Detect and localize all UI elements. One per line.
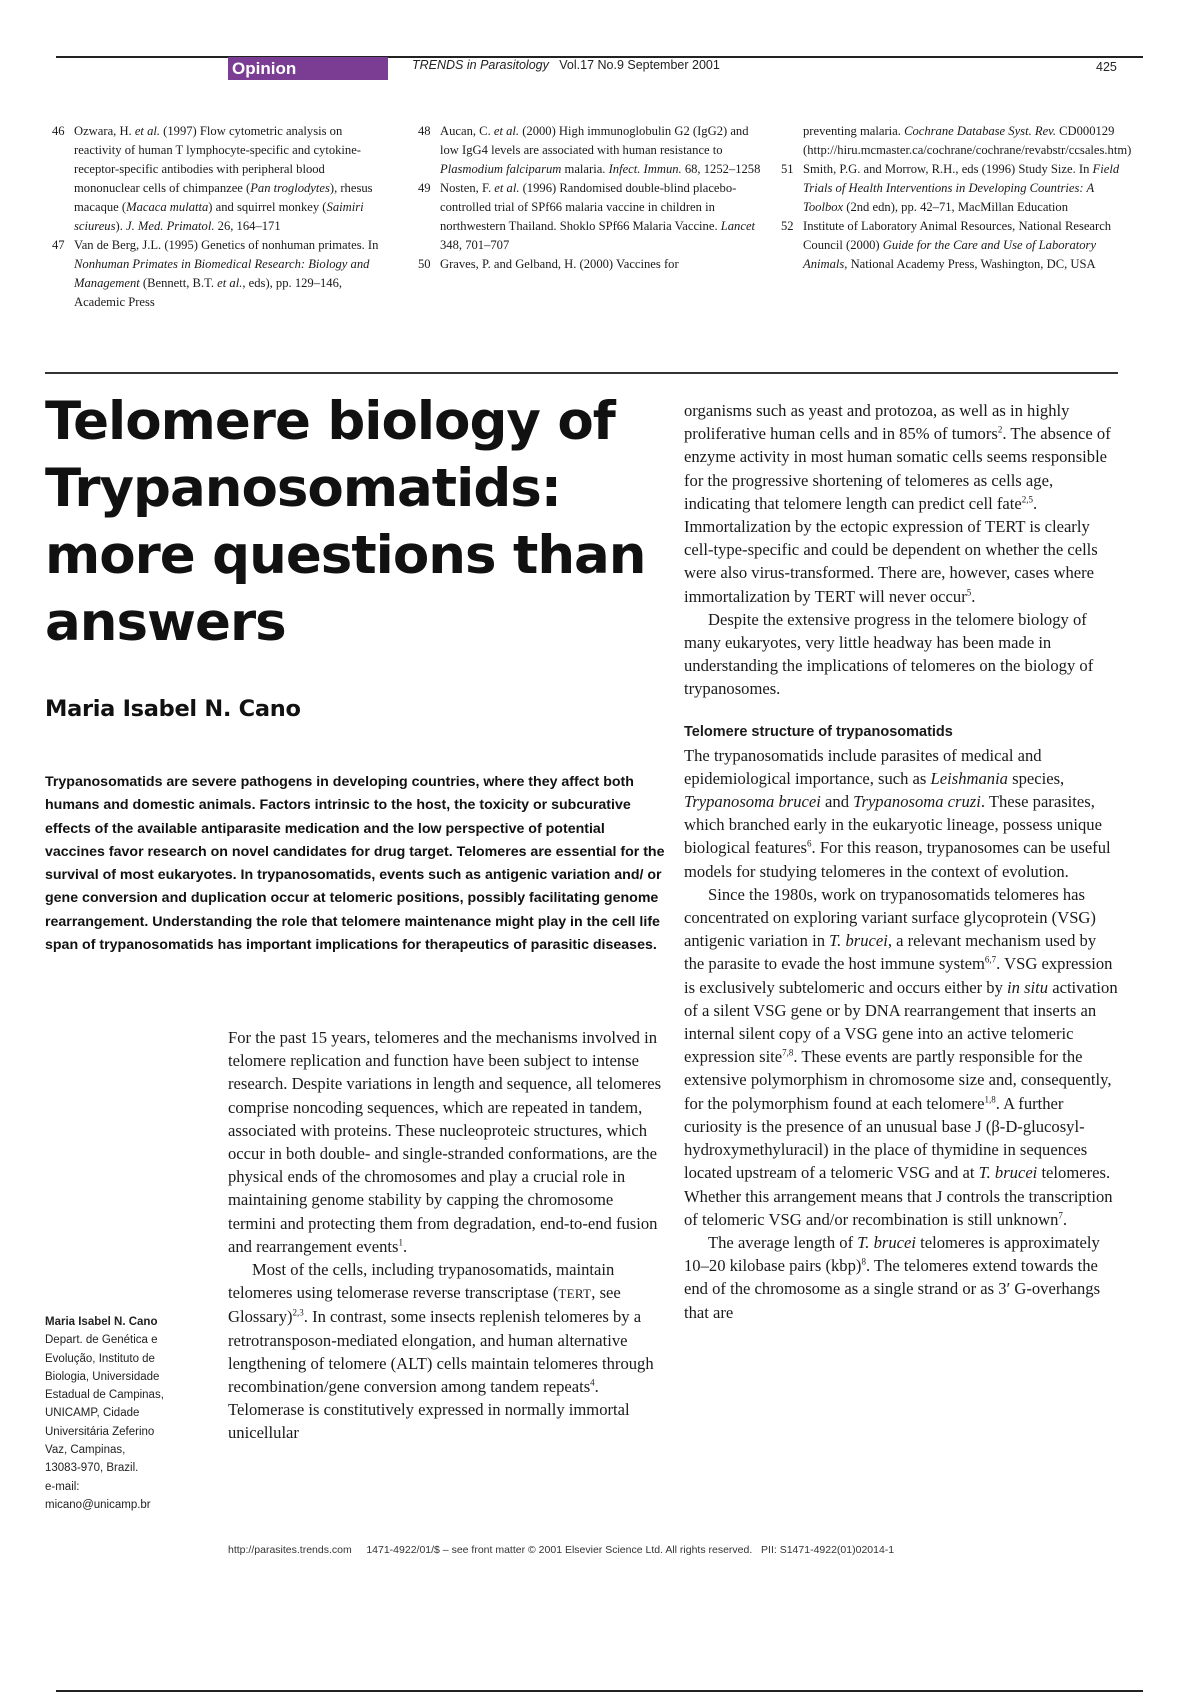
reference-entry xyxy=(52,122,392,236)
text-run: Smith, P.G. and Morrow, R.H., eds (1996) Study Size. In xyxy=(803,162,1093,176)
body-paragraph xyxy=(684,399,1118,608)
citation-ref: 4 xyxy=(590,1377,595,1388)
text-run: Lancet xyxy=(720,219,756,233)
journal-volume: Vol.17 No.9 September 2001 xyxy=(559,58,720,72)
section-divider xyxy=(45,372,1118,374)
text-run: , see Glossary) xyxy=(228,1283,621,1327)
text-run: malaria. xyxy=(561,162,609,176)
text-run: et al. xyxy=(494,181,520,195)
right-section-body xyxy=(684,744,1118,1324)
text-run: . For this reason, trypanosomes can be useful models for studying telomeres in the context of evolution. xyxy=(684,838,1111,881)
citation-ref: 8 xyxy=(861,1256,866,1267)
text-run: Nosten, F. xyxy=(440,181,495,195)
affiliation-line: Estadual de Campinas, xyxy=(45,1389,164,1402)
text-run: . VSG expression is exclusively subtelomeric and occurs either by xyxy=(684,954,1113,997)
reference-entry xyxy=(418,255,763,274)
body-paragraph xyxy=(228,1026,662,1258)
text-run: . Immortalization by the ectopic expression of TERT is clearly cell-type-specific and could be dependent on whether the cells were also virus-transformed. There are, however, cases where immortalization by TERT will never occur xyxy=(684,493,1098,606)
affiliation-line: UNICAMP, Cidade xyxy=(45,1407,140,1420)
text-run: . In contrast, some insects replenish telomeres by a retrotransposon-mediated elongation, and human alternative lengthening of telomere (ALT) cells maintain telomeres through recombination/gene conversion among tandem repeats xyxy=(228,1307,654,1397)
citation-ref: 2,5 xyxy=(1021,494,1033,505)
text-run: Most of the cells, including trypanosomatids, maintain telomeres using telomerase reverse transcriptase ( xyxy=(228,1260,615,1303)
section-heading: Telomere structure of trypanosomatids xyxy=(684,723,953,740)
citation-ref: 6 xyxy=(807,838,812,849)
text-run: Van de Berg, J.L. (1995) Genetics of nonhuman primates. In xyxy=(74,238,379,252)
references-col-1 xyxy=(52,122,392,312)
bottom-rule xyxy=(56,1690,1143,1692)
affiliation-line: micano@unicamp.br xyxy=(45,1498,151,1511)
reference-entry xyxy=(52,236,392,312)
author-affiliation xyxy=(45,1313,195,1514)
text-run: . xyxy=(1062,1209,1068,1229)
text-run: Graves, P. and Gelband, H. (2000) Vaccines for xyxy=(440,257,679,271)
article-author: Maria Isabel N. Cano xyxy=(45,696,301,722)
page-footer xyxy=(228,1544,894,1556)
text-run: (2nd edn), pp. 42–71, MacMillan Education xyxy=(843,200,1069,214)
affiliation-lines xyxy=(45,1331,195,1514)
reference-entry xyxy=(418,179,763,255)
body-paragraph xyxy=(684,744,1118,883)
text-run: . xyxy=(402,1236,408,1256)
body-paragraph xyxy=(684,883,1118,1231)
text-run: T. brucei xyxy=(978,1163,1038,1183)
text-run: and xyxy=(820,792,854,812)
body-left-column xyxy=(228,1026,662,1445)
text-run: et al. xyxy=(134,124,161,138)
reference-number: 48 xyxy=(418,124,431,138)
text-run: Cochrane Database Syst. Rev. xyxy=(904,124,1056,138)
text-run: J. Med. Primatol. xyxy=(126,219,215,233)
text-run: , a relevant mechanism used by the parasite to evade the host immune system xyxy=(684,931,1097,974)
text-run: telomeres is approximately 10–20 kilobase pairs (kbp) xyxy=(684,1232,1100,1276)
text-run: T. brucei xyxy=(857,1232,916,1252)
text-run: Despite the extensive progress in the telomere biology of many eukaryotes, very little headway has been made in understanding the implications of telomeres on the biology of trypanosomes. xyxy=(684,609,1094,699)
reference-number: 50 xyxy=(418,257,431,271)
affiliation-line: Universitária Zeferino xyxy=(45,1425,155,1438)
text-run: in situ xyxy=(1007,977,1049,997)
footer-copyright: 1471-4922/01/$ – see front matter © 2001 Elsevier Science Ltd. All rights reserved. xyxy=(366,1544,753,1556)
affiliation-line: Evolução, Instituto de xyxy=(45,1352,155,1365)
text-run: Saimiri sciureus xyxy=(74,200,364,233)
text-run: . The absence of enzyme activity in most human somatic cells seems responsible for the progressive shortening of telomeres as cells age, indicating that telomere length can predict cell fate xyxy=(684,424,1111,513)
text-run: Pan troglodytes xyxy=(250,181,330,195)
section-tag: Opinion xyxy=(228,57,388,80)
references-col-2 xyxy=(418,122,763,274)
text-run: 68, 1252–1258 xyxy=(681,162,761,176)
article-title: Telomere biology of Trypanosomatids: more questions than answers xyxy=(45,391,646,653)
text-run: ) and squirrel monkey ( xyxy=(208,200,327,214)
text-run: Infect. Immun. xyxy=(608,162,682,176)
text-run: (1997) Flow cytometric analysis on reactivity of human T lymphocyte-specific and cytokine-receptor-specific antibodies with peripheral blood mononuclear cells of chimpanzee ( xyxy=(74,124,361,195)
text-run: Trypanosoma cruzi xyxy=(853,792,981,812)
affiliation-line: Biologia, Universidade xyxy=(45,1370,160,1383)
text-run: . Telomerase is constitutively expressed in normally immortal unicellular xyxy=(228,1377,630,1443)
text-run: For the past 15 years, telomeres and the mechanisms involved in telomere replication and function have been subject to intense research. Despite variations in length and sequence, all telomeres comprise noncoding sequences, which are repeated in tandem, associated with proteins. These nucleoproteic structures, which occur in both double- and single-stranded conformations, are the physical ends of the chromosomes and play a crucial role in maintaining genome stability by capping the chromosome termini and protecting them from degradation, end-to-end fusion and rearrangement events xyxy=(228,1028,662,1256)
text-run: ). xyxy=(115,219,127,233)
text-run: Plasmodium falciparum xyxy=(440,162,562,176)
text-run: The trypanosomatids include parasites of medical and epidemiological importance, such as xyxy=(684,745,1042,788)
text-run: Trypanosoma brucei xyxy=(684,792,821,812)
text-run: Leishmania xyxy=(930,768,1008,788)
text-run: . A further curiosity is the presence of an unusual base J (β-D-glucosyl-hydroxymethyluracil) in the place of thymidine in sequences located upstream of a telomeric VSG and at xyxy=(684,1093,1088,1183)
reference-entry xyxy=(781,217,1121,274)
text-run: . xyxy=(971,586,976,606)
text-run: CD000129 (http://hiru.mcmaster.ca/cochrane/cochrane/revabstr/ccsales.htm) xyxy=(803,124,1132,157)
text-run: 348, 701–707 xyxy=(440,238,510,252)
citation-ref: 1,8 xyxy=(984,1094,996,1105)
affiliation-line: Depart. de Genética e xyxy=(45,1334,158,1347)
footer-url[interactable]: http://parasites.trends.com xyxy=(228,1544,352,1556)
text-run: et al. xyxy=(217,276,243,290)
reference-entry xyxy=(418,122,763,179)
citation-ref: 6,7 xyxy=(984,954,997,965)
body-right-column xyxy=(684,399,1118,1324)
text-run: The average length of xyxy=(708,1232,858,1252)
reference-entry xyxy=(781,122,1132,160)
page-number: 425 xyxy=(1096,60,1117,74)
body-paragraph xyxy=(228,1258,662,1445)
text-run: activation of a silent VSG gene or by DNA rearrangement that inserts an internal silent copy of a VSG gene into an active telomeric expression site xyxy=(684,977,1118,1067)
affiliation-line: Vaz, Campinas, xyxy=(45,1444,126,1457)
text-run: Institute of Laboratory Animal Resources, National Research Council (2000) xyxy=(803,219,1112,252)
reference-entry xyxy=(781,160,1121,217)
text-run: Field Trials of Health Interventions in Developing Countries: A Toolbox xyxy=(803,162,1120,214)
reference-number: 52 xyxy=(781,219,794,233)
text-run: Aucan, C. xyxy=(440,124,494,138)
reference-number: 47 xyxy=(52,238,65,252)
text-run: ), rhesus macaque ( xyxy=(74,181,373,214)
references-col-3 xyxy=(781,122,1132,274)
text-run: TERT xyxy=(558,1286,592,1302)
text-run: (2000) High immunoglobulin G2 (IgG2) and low IgG4 levels are associated with human resistance to xyxy=(440,124,749,157)
text-run: Macaca mulatta xyxy=(126,200,209,214)
text-run: (Bennett, B.T. xyxy=(139,276,218,290)
citation-ref: 1 xyxy=(398,1237,403,1248)
text-run: Guide for the Care and Use of Laboratory Animals xyxy=(803,238,1097,271)
text-run: . These events are partly responsible for the extensive polymorphism in chromosome size and, consequently, for the polymorphism found at each telomere xyxy=(684,1047,1112,1113)
text-run: organisms such as yeast and protozoa, as well as in highly proliferative human cells and in 85% of tumors xyxy=(684,401,1070,444)
citation-ref: 7 xyxy=(1058,1210,1063,1221)
text-run: . The telomeres extend towards the end of the chromosome as a single strand or as 3′ G-overhangs that are xyxy=(684,1256,1101,1322)
citation-ref: 7,8 xyxy=(782,1047,794,1058)
text-run: Nonhuman Primates in Biomedical Research: Biology and Management xyxy=(74,257,370,290)
text-run: . These parasites, which branched early in the eukaryotic lineage, possess unique biological features xyxy=(684,792,1102,858)
journal-name: TRENDS in Parasitology xyxy=(412,58,549,72)
footer-pii: PII: S1471-4922(01)02014-1 xyxy=(761,1544,895,1556)
affiliation-name: Maria Isabel N. Cano xyxy=(45,1316,158,1328)
body-paragraph xyxy=(684,1231,1118,1324)
text-run: , National Academy Press, Washington, DC, USA xyxy=(844,257,1096,271)
citation-ref: 2,3 xyxy=(292,1307,304,1318)
text-run: Since the 1980s, work on trypanosomatids telomeres has concentrated on exploring variant surface glycoprotein (VSG) antigenic variation in xyxy=(684,884,1096,951)
affiliation-line: 13083-970, Brazil. xyxy=(45,1462,139,1475)
citation-ref: 5 xyxy=(966,587,972,598)
right-intro xyxy=(684,399,1118,701)
reference-number: 49 xyxy=(418,181,431,195)
text-run: 26, 164–171 xyxy=(214,219,281,233)
text-run: T. brucei xyxy=(829,931,888,951)
reference-number: 51 xyxy=(781,162,794,176)
article-abstract: Trypanosomatids are severe pathogens in developing countries, where they affect both humans and domestic animals. Factors intrinsic to the host, the toxicity or subcurative effects of the available antiparasite medication and the low perspective of potential vaccines favor research on novel candidates for drug target. Telomeres are essential for the survival of most eukaryotes. In trypanosomatids, events such as antigenic variation and/ or gene conversion and duplication occur at telomeric positions, possibly facilitating genome rearrangement. Understanding the role that telomere maintenance might play in the cell life span of trypanosomatids has important implications for therapeutics of parasitic diseases. xyxy=(45,774,665,954)
reference-number: 46 xyxy=(52,124,65,138)
body-paragraph xyxy=(684,608,1118,701)
journal-info xyxy=(412,58,720,72)
text-run: (1996) Randomised double-blind placebo-controlled trial of SPf66 malaria vaccine in children in northwestern Thailand. Shoklo SPf66 Malaria Vaccine. xyxy=(440,181,737,233)
text-run: telomeres. Whether this arrangement means that J controls the transcription of telomeric VSG and/or recombination is still unknown xyxy=(684,1163,1113,1229)
text-run: et al. xyxy=(493,124,520,138)
affiliation-line: e-mail: xyxy=(45,1480,80,1493)
text-run: Ozwara, H. xyxy=(74,124,135,138)
text-run: preventing malaria. xyxy=(803,124,905,138)
citation-ref: 2 xyxy=(997,424,1003,435)
text-run: species, xyxy=(1007,768,1065,788)
text-run: , eds), pp. 129–146, Academic Press xyxy=(74,276,343,309)
